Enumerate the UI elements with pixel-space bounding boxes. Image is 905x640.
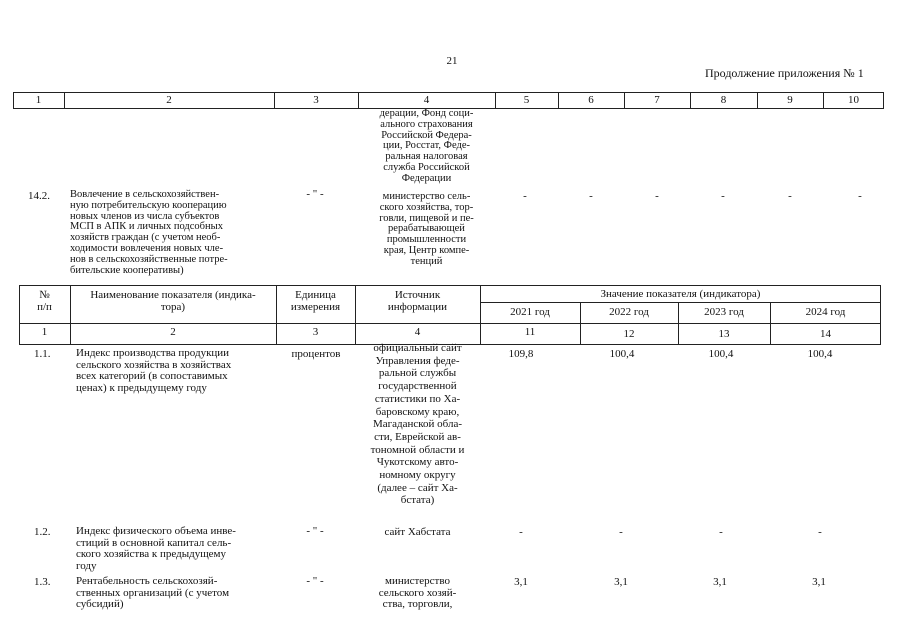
value-cell: 109,8 [508,348,534,360]
top-col-num: 3 [313,94,319,106]
value-cell: - [519,526,523,538]
col-number: 3 [312,326,319,338]
carry-over-source: дерации, Фонд соци- ального страхования Российской Федера- ции, Росстат, Феде- ральная налоговая служба Российской Федерации [379,108,474,184]
value-cell: - [523,190,527,202]
row-number: 14.2. [28,190,50,202]
unit-ditto: - " - [306,188,324,200]
top-col-num: 1 [35,94,42,106]
info-source: сайт Хабстата [384,526,451,538]
header-number: № п/п [37,289,52,313]
indicator-name: Индекс физического объема инве- стиций в основной капитал сель- ского хозяйства к предыдущему году [76,525,236,572]
col-number: 13 [718,328,730,340]
value-cell: 3,1 [812,576,826,588]
unit-ditto: - " - [306,525,324,537]
value-cell: - [858,190,862,202]
value-cell: - [818,526,822,538]
unit-ditto: - " - [306,575,324,587]
value-cell: 100,4 [708,348,734,360]
indicator-name: Рентабельность сельскохозяй- ственных организаций (с учетом субсидий) [76,575,230,610]
info-source: официальный сайт Управления феде- ральной службы государственной статистики по Ха- баровскому краю, Магаданской обла- сти, Еврейской ав- тономной области и Чукотскому авто- номному округу (далее – сайт Ха- бстата) [370,342,465,507]
col-number: 1 [41,326,48,338]
indicator-name: Вовлечение в сельскохозяйствен- ную потребительскую кооперацию новых членов из числа субъектов МСП в АПК и личных подсобных хозяйств граждан (с учетом необ- ходимости вовлечения новых чле- нов в сельскохозяйственные потре- бительские кооперативы) [70,189,228,276]
header-value-group: Значение показателя (индикатора) [600,288,761,300]
row-number: 1.3. [34,576,51,588]
top-col-num: 10 [848,94,859,106]
header-source: Источник информации [387,289,448,313]
header-year: 2023 год [704,306,744,318]
value-cell: - [719,526,723,538]
top-col-num: 7 [654,94,660,106]
value-cell: 3,1 [614,576,628,588]
info-source: министерство сельского хозяй- ства, торговли, [378,575,457,610]
row-number: 1.1. [34,348,51,360]
col-number: 14 [820,328,831,340]
value-cell: 3,1 [713,576,727,588]
header-year: 2024 год [805,306,846,318]
appendix-continuation: Продолжение приложения № 1 [705,66,864,80]
header-indicator-name: Наименование показателя (индика- тора) [90,289,256,313]
value-cell: - [788,190,792,202]
value-cell: 100,4 [609,348,635,360]
top-col-num: 6 [588,94,594,106]
header-unit: Единица измерения [290,289,341,313]
top-col-num: 8 [720,94,727,106]
value-cell: 100,4 [807,348,833,360]
unit: процентов [291,348,341,360]
header-year: 2022 год [609,306,649,318]
col-number: 12 [623,328,635,340]
col-number: 11 [524,326,536,338]
value-cell: - [619,526,623,538]
col-number: 2 [170,326,176,338]
top-col-num: 9 [787,94,793,106]
value-cell: - [589,190,593,202]
top-col-num: 2 [166,94,172,106]
top-col-num: 4 [423,94,430,106]
col-number: 4 [414,326,421,338]
top-col-num: 5 [523,94,530,106]
page-number: 21 [446,55,458,67]
info-source: министерство сель- ского хозяйства, тор- говли, пищевой и пе- рерабатывающей промышленности края, Центр компе- тенций [379,191,474,267]
row-number: 1.2. [34,526,51,538]
header-year: 2021 год [510,306,550,318]
indicator-name: Индекс производства продукции сельского хозяйства в хозяйствах всех категорий (в сопоставимых ценах) к предыдущему году [76,347,232,394]
value-cell: 3,1 [514,576,528,588]
value-cell: - [721,190,725,202]
value-cell: - [655,190,659,202]
